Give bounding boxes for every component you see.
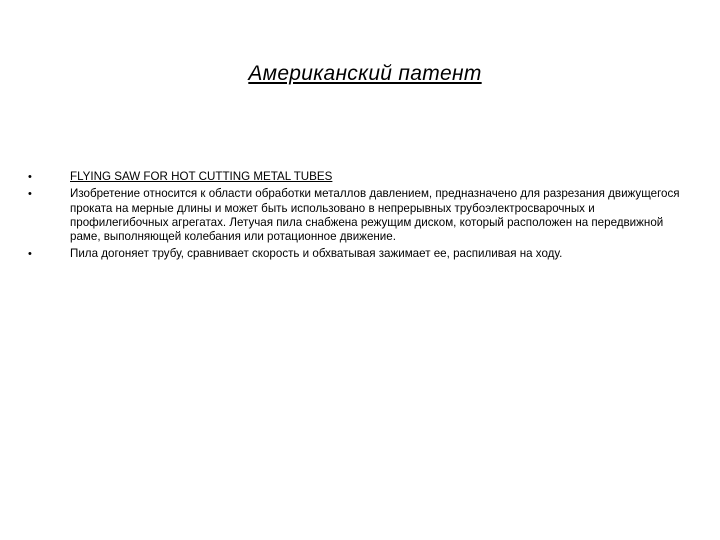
- bullet-icon: •: [28, 188, 32, 201]
- bullet-icon: •: [28, 171, 32, 183]
- patent-operation: Пила догоняет трубу, сравнивает скорость и обхватывая зажимает ее, распиливая на ходу.: [70, 247, 563, 261]
- bullet-item-description: [28, 187, 688, 244]
- patent-description: Изобретение относится к области обработки металлов давлением, предназначено для разрезания движущегося проката на мерные длины и может быть использовано в непрерывных трубоэлектросварочных и профилегибочных агрегатах. Летучая пила снабжена режущим диском, который расположен на передвижной раме, выполняющей колебания или ротационное движение.: [70, 187, 680, 244]
- slide-title: Американский патент: [248, 62, 482, 85]
- bullet-item-operation: [28, 247, 688, 261]
- bullet-icon: •: [28, 248, 32, 261]
- bullet-item-patent-name: [28, 170, 688, 184]
- patent-name: FLYING SAW FOR HOT CUTTING METAL TUBES: [70, 170, 333, 183]
- bullet-list: [28, 170, 688, 265]
